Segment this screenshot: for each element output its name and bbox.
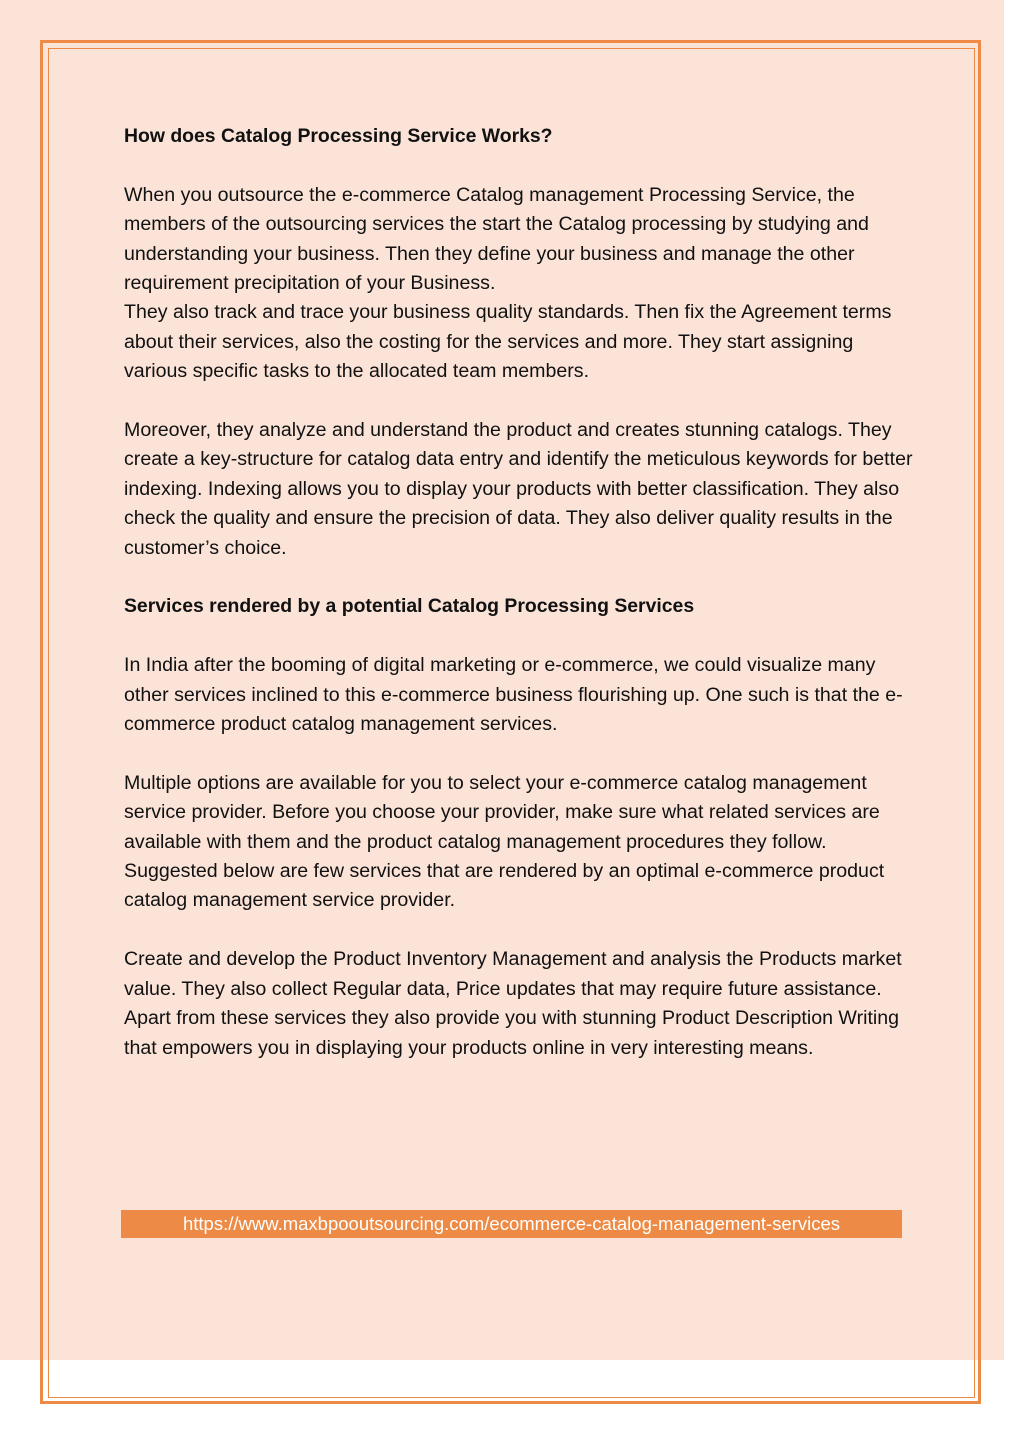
paragraph-analyze-product: Moreover, they analyze and understand the product and creates stunning catalogs. They create a key-structure for catalog data entry and identify the meticulous keywords for better indexing. Indexing allows you to display your products with better classification. They also check the quality and ensure the precision of data. They also deliver quality results in the customer’s choice. — [124, 419, 913, 559]
spacer — [124, 151, 914, 180]
paragraph-india-ecommerce: In India after the booming of digital marketing or e-commerce, we could visualize many other services inclined to this e-commerce business flourishing up. One such is that the e-commerce product catalog management services. — [124, 654, 903, 736]
website-link[interactable]: https://www.maxbpooutsourcing.com/ecommerce-catalog-management-services — [121, 1210, 902, 1238]
spacer — [124, 387, 914, 416]
spacer — [124, 563, 914, 592]
paragraph-quality-standards: They also track and trace your business quality standards. Then fix the Agreement terms about their services, also the costing for the services and more. They start assigning various specific tasks to the allocated team members. — [124, 301, 892, 383]
paragraph-outsourcing-intro: When you outsource the e-commerce Catalog management Processing Service, the members of the outsourcing services the start the Catalog processing by studying and understanding your business. Then they define your business and manage the other requirement precipitation of your Business. — [124, 183, 869, 295]
spacer — [124, 739, 914, 768]
section-heading-services-rendered: Services rendered by a potential Catalog Processing Services — [124, 595, 695, 618]
spacer — [124, 622, 914, 651]
paragraph-inventory-management: Create and develop the Product Inventory Management and analysis the Products market value. They also collect Regular data, Price updates that may require future assistance. Apart from these services they also provide you with stunning Product Description Writing that empowers you in displaying your products online in very interesting means. — [124, 948, 902, 1059]
section-heading-catalog-processing: How does Catalog Processing Service Works? — [124, 125, 553, 147]
paragraph-multiple-options: Multiple options are available for you to select your e-commerce catalog management service provider. Before you choose your provider, make sure what related services are available with them and the product catalog management procedures they follow. Suggested below are few services that are rendered by an optimal e-commerce product catalog management service provider. — [124, 771, 885, 912]
spacer — [124, 916, 914, 945]
document-body — [124, 122, 914, 1063]
